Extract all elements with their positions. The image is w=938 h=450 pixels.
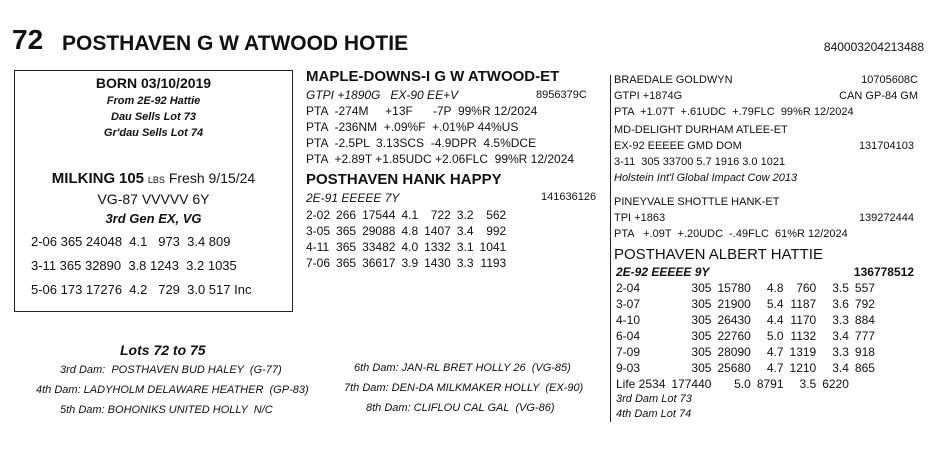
dam-record-cell: 760 xyxy=(796,281,817,295)
dam-note-1: 3rd Dam Lot 73 xyxy=(616,393,692,405)
from-dam: From 2E-92 Hattie xyxy=(106,95,201,107)
dau-note: Dau Sells Lot 73 xyxy=(111,111,196,123)
mgs-sire-tpi: TPI +1863 xyxy=(614,212,666,224)
mgs-record-cell: 29088 xyxy=(362,224,396,238)
dam-record-cell: 21900 xyxy=(717,297,751,311)
dam-record-cell: 3.4 xyxy=(832,361,849,375)
mgs-record-cell: 4.8 xyxy=(401,224,419,238)
milking-label: MILKING xyxy=(51,170,116,187)
dam-record-cell: 25680 xyxy=(717,361,751,375)
sire-dam-class: EX-92 EEEEE GMD DOM xyxy=(614,140,742,152)
dam-record-cell: 4.7 xyxy=(766,345,784,359)
dam-record-cell: 3.5 xyxy=(799,377,817,391)
dam-8th: 8th Dam: CLIFLOU CAL GAL (VG-86) xyxy=(366,402,555,414)
dam-record-cell: 865 xyxy=(854,361,875,375)
dam-record-cell: 884 xyxy=(854,313,875,327)
dam-record-cell: 6-04 xyxy=(616,329,641,343)
mgs-record-cell: 1041 xyxy=(479,240,507,254)
dam-record-cell: 177440 xyxy=(671,377,712,391)
dam-record-cell: 5.0 xyxy=(766,329,784,343)
sire-reg: 8956379C xyxy=(536,89,587,101)
dam-record-cell: 3.6 xyxy=(832,297,849,311)
dam-record-cell: 8791 xyxy=(756,377,784,391)
mgs-record-cell: 17544 xyxy=(362,208,396,222)
dam-3rd: 3rd Dam: POSTHAVEN BUD HALEY (G-77) xyxy=(60,364,282,376)
dam-record-cell: 305 xyxy=(691,361,712,375)
sire-dam-note: Holstein Int'l Global Impact Cow 2013 xyxy=(614,172,798,184)
mgs-sire-reg: 139272444 xyxy=(858,212,914,224)
mgs-record-cell: 4.0 xyxy=(401,240,419,254)
dam-record-cell: 305 xyxy=(691,281,712,295)
dam-record-cell: Life 2534 xyxy=(616,377,666,391)
dam-record-cell: 7-09 xyxy=(616,345,641,359)
lots-range: Lots 72 to 75 xyxy=(120,342,206,358)
born-date: BORN 03/10/2019 xyxy=(95,75,212,91)
mgs-record-cell: 4-11 xyxy=(306,240,330,254)
dam-record-cell: 26430 xyxy=(717,313,751,327)
dam-record-cell: 4.4 xyxy=(766,313,784,327)
mgs-record-cell: 992 xyxy=(486,224,507,238)
box-record-3: 5-06 173 17276 4.2 729 3.0 517 Inc xyxy=(31,282,252,297)
mgs-record-cell: 722 xyxy=(430,208,451,222)
dam-record-cell: 22760 xyxy=(717,329,751,343)
sire-pta-2: PTA -236NM +.09%F +.01%P 44%US xyxy=(306,120,519,134)
mgs-record-row xyxy=(306,239,512,255)
dam-record-cell: 305 xyxy=(691,297,712,311)
mgs-record-cell: 1332 xyxy=(424,240,451,254)
dam-record-cell: 918 xyxy=(854,345,875,359)
mgs-reg: 141636126 xyxy=(541,191,597,203)
sire-pta-3: PTA -2.5PL 3.13SCS -4.9DPR 4.5%DCE xyxy=(306,136,537,150)
dam-name: POSTHAVEN ALBERT HATTIE xyxy=(614,246,823,263)
mgs-sire-name: PINEYVALE SHOTTLE HANK-ET xyxy=(614,196,780,208)
dam-record-cell: 9-03 xyxy=(616,361,641,375)
dam-class: 2E-92 EEEEE 9Y xyxy=(616,265,710,279)
sire-sire-gtpi: GTPI +1874G xyxy=(614,90,683,102)
lot-number: 72 xyxy=(12,24,44,55)
milking-line xyxy=(15,170,292,187)
mgs-record-cell: 3.9 xyxy=(401,256,419,270)
dam-record-cell: 3-07 xyxy=(616,297,641,311)
fresh-date: Fresh 9/15/24 xyxy=(168,170,256,186)
mgs-name: POSTHAVEN HANK HAPPY xyxy=(306,171,502,188)
dam-record-cell: 5.0 xyxy=(734,377,751,391)
dam-record-row xyxy=(616,328,881,344)
dam-record-row xyxy=(616,280,881,296)
dam-record-cell: 557 xyxy=(854,281,875,295)
box-record-2: 3-11 365 32890 3.8 1243 3.2 1035 xyxy=(31,258,237,273)
dam-record-cell: 305 xyxy=(691,345,712,359)
dam-record-cell: 305 xyxy=(691,329,712,343)
mgs-record-cell: 3.3 xyxy=(456,256,474,270)
mgs-record-row xyxy=(306,255,512,271)
dam-record-cell: 1132 xyxy=(790,329,817,343)
dam-record-row xyxy=(616,376,881,392)
sire-sire-reg: 10705608C xyxy=(861,74,918,86)
dam-record-cell: 4.7 xyxy=(766,361,784,375)
mgs-record-cell: 562 xyxy=(486,208,507,222)
lot-name: POSTHAVEN G W ATWOOD HOTIE xyxy=(62,32,409,55)
registration-number: 840003204213488 xyxy=(823,40,924,54)
mgs-record-cell: 36617 xyxy=(362,256,396,270)
classification: VG-87 VVVVV 6Y xyxy=(97,191,210,207)
dam-record-cell: 305 xyxy=(691,313,712,327)
mgs-record-cell: 4.1 xyxy=(401,208,419,222)
sire-pta-1: PTA -274M +13F -7P 99%R 12/2024 xyxy=(306,104,538,118)
dam-5th: 5th Dam: BOHONIKS UNITED HOLLY N/C xyxy=(60,404,273,416)
mgs-record-row xyxy=(306,207,512,223)
mgs-record-cell: 266 xyxy=(336,208,357,222)
sire-dam-name: MD-DELIGHT DURHAM ATLEE-ET xyxy=(614,124,788,136)
dam-record-cell: 777 xyxy=(854,329,875,343)
sire-dam-reg: 131704103 xyxy=(858,140,914,152)
dam-6th: 6th Dam: JAN-RL BRET HOLLY 26 (VG-85) xyxy=(354,362,571,374)
dam-record-cell: 1210 xyxy=(789,361,817,375)
mgs-record-cell: 1430 xyxy=(424,256,451,270)
mgs-class: 2E-91 EEEEE 7Y xyxy=(306,191,400,205)
dam-record-cell: 792 xyxy=(854,297,875,311)
dam-note-2: 4th Dam Lot 74 xyxy=(616,408,692,420)
dam-record-cell: 3.4 xyxy=(832,329,849,343)
dam-record-cell: 4.8 xyxy=(766,281,784,295)
mgs-record-cell: 3-05 xyxy=(306,224,331,238)
mgs-record-cell: 365 xyxy=(336,224,357,238)
column-divider xyxy=(610,75,611,422)
dam-record-cell: 3.5 xyxy=(832,281,849,295)
sire-sire-class: CAN GP-84 GM xyxy=(839,90,918,102)
dam-record-cell: 1187 xyxy=(790,297,817,311)
mgs-record-cell: 2-02 xyxy=(306,208,331,222)
mgs-record-cell: 365 xyxy=(336,256,357,270)
sire-sire-name: BRAEDALE GOLDWYN xyxy=(614,74,733,86)
mgs-record-cell: 3.1 xyxy=(456,240,474,254)
info-box xyxy=(14,70,293,312)
dam-record-cell: 15780 xyxy=(717,281,751,295)
mgs-record-cell: 3.4 xyxy=(456,224,474,238)
mgs-sire-pta: PTA +.09T +.20UDC -.49FLC 61%R 12/2024 xyxy=(614,228,848,240)
sire-gtpi: GTPI +1890G EX-90 EE+V xyxy=(306,88,459,102)
dam-record-cell: 6220 xyxy=(822,377,849,391)
sire-sire-pta: PTA +1.07T +.61UDC +.79FLC 99%R 12/2024 xyxy=(614,106,854,118)
mgs-record-cell: 365 xyxy=(336,240,357,254)
mgs-record-cell: 33482 xyxy=(362,240,396,254)
mgs-records xyxy=(306,207,512,271)
dam-record-row xyxy=(616,296,881,312)
sire-dam-record: 3-11 305 33700 5.7 1916 3.0 1021 xyxy=(614,156,786,168)
dam-4th: 4th Dam: LADYHOLM DELAWARE HEATHER (GP-83) xyxy=(36,384,309,396)
generation: 3rd Gen EX, VG xyxy=(105,211,202,226)
dam-record-cell: 1170 xyxy=(790,313,817,327)
dam-reg: 136778512 xyxy=(853,265,914,279)
dam-record-row xyxy=(616,312,881,328)
dam-record-cell: 4-10 xyxy=(616,313,641,327)
dam-record-cell: 1319 xyxy=(789,345,817,359)
dam-records xyxy=(616,280,881,392)
dam-record-row xyxy=(616,360,881,376)
milking-units: LBS xyxy=(147,175,165,185)
dam-record-cell: 28090 xyxy=(717,345,751,359)
grdau-note: Gr'dau Sells Lot 74 xyxy=(103,127,204,139)
sire-name: MAPLE-DOWNS-I G W ATWOOD-ET xyxy=(306,68,560,85)
dam-record-row xyxy=(616,344,881,360)
dam-record-cell: 3.3 xyxy=(832,345,849,359)
mgs-record-cell: 7-06 xyxy=(306,256,331,270)
sire-pta-4: PTA +2.89T +1.85UDC +2.06FLC 99%R 12/2024 xyxy=(306,152,575,166)
mgs-record-cell: 3.2 xyxy=(456,208,474,222)
dam-record-cell: 2-04 xyxy=(616,281,641,295)
mgs-record-cell: 1407 xyxy=(424,224,451,238)
mgs-record-row xyxy=(306,223,512,239)
box-record-1: 2-06 365 24048 4.1 973 3.4 809 xyxy=(31,234,231,249)
milking-value: 105 xyxy=(119,170,145,187)
dam-record-cell: 5.4 xyxy=(766,297,784,311)
dam-7th: 7th Dam: DEN-DA MILKMAKER HOLLY (EX-90) xyxy=(344,382,584,394)
dam-record-cell: 3.3 xyxy=(832,313,849,327)
mgs-record-cell: 1193 xyxy=(480,256,507,270)
